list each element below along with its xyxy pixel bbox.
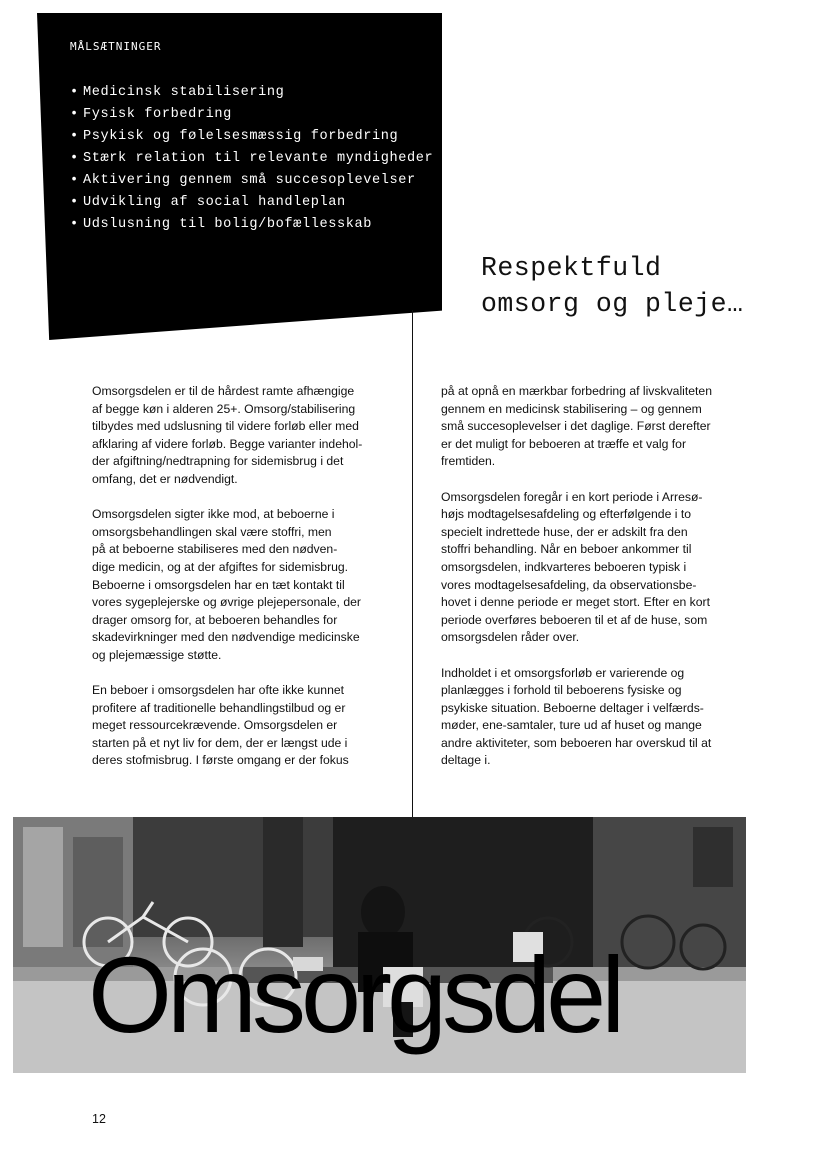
left-text-column [92, 383, 388, 788]
goal-item [70, 170, 433, 192]
text-line: omsorgsdelen råder over. [441, 630, 580, 645]
goal-item-text: Udslusning til bolig/bofællesskab [83, 217, 372, 232]
text-line: fremtiden. [441, 454, 496, 469]
text-line: dige medicin, og at der afgiftes for sidemisbrug. [92, 559, 349, 574]
text-line: psykiske situation. Beboerne deltager i velfærds- [441, 700, 704, 715]
text-line: Indholdet i et omsorgsforløb er varierende og [441, 665, 685, 680]
headline [481, 250, 743, 322]
goal-item [70, 104, 433, 126]
headline-line-2: omsorg og pleje… [481, 289, 744, 319]
goal-item [70, 148, 433, 170]
goal-item-text: Medicinsk stabilisering [83, 85, 285, 100]
text-line: og plejemæssige støtte. [92, 647, 222, 662]
bullet-icon: • [70, 85, 79, 100]
text-line: møder, ene-samtaler, ture ud af huset og mange [441, 718, 702, 733]
text-line: meget ressourcekrævende. Omsorgsdelen er [92, 718, 338, 733]
bullet-icon: • [70, 129, 79, 144]
paragraph [92, 383, 388, 489]
text-line: af begge køn i alderen 25+. Omsorg/stabilisering [92, 401, 356, 416]
paragraph [441, 489, 737, 647]
goal-item [70, 192, 433, 214]
goal-item [70, 214, 433, 236]
text-line: deltage i. [441, 753, 491, 768]
goal-item-text: Fysisk forbedring [83, 107, 232, 122]
text-line: Omsorgsdelen er til de hårdest ramte afhængige [92, 384, 355, 398]
bullet-icon: • [70, 107, 79, 122]
text-line: tilbydes med udslusning til videre forløb eller med [92, 419, 359, 434]
headline-line-1: Respektfuld [481, 253, 662, 283]
text-line: periode overføres beboeren til et af de huse, som [441, 612, 708, 627]
goal-item-text: Aktivering gennem små succesoplevelser [83, 173, 416, 188]
text-line: små succesoplevelser i det daglige. Først derefter [441, 419, 711, 434]
text-line: der afgiftning/nedtrapning for sidemisbrug i det [92, 454, 344, 469]
goal-item-text: Udvikling af social handleplan [83, 195, 346, 210]
text-line: er det muligt for beboeren at træffe et valg for [441, 436, 687, 451]
text-line: Omsorgsdelen foregår i en kort periode i Arresø- [441, 489, 703, 504]
text-line: deres stofmisbrug. I første omgang er der fokus [92, 753, 349, 768]
goal-item-text: Stærk relation til relevante myndigheder [83, 151, 434, 166]
text-line: hovet i denne periode er meget stort. Efter en kort [441, 595, 710, 610]
text-line: En beboer i omsorgsdelen har ofte ikke kunnet [92, 683, 345, 698]
column-divider [412, 310, 413, 818]
text-line: vores sygeplejerske og øvrige plejepersonale, der [92, 595, 361, 610]
section-title: Omsorgsdel [88, 934, 621, 1055]
text-line: på at beboerne stabiliseres med den nødven- [92, 542, 338, 557]
text-line: andre aktiviteter, som beboeren har overskud til at [441, 735, 712, 750]
paragraph [92, 682, 388, 770]
bullet-icon: • [70, 173, 79, 188]
text-line: planlægges i forhold til beboerens fysiske og [441, 683, 682, 698]
text-line: Beboerne i omsorgsdelen har en tæt kontakt til [92, 577, 345, 592]
paragraph [441, 383, 737, 471]
goals-title: MÅLSÆTNINGER [70, 40, 162, 53]
text-line: højs modtagelsesafdeling og efterfølgende i to [441, 507, 691, 522]
text-line: afklaring af videre forløb. Begge varianter indehol- [92, 436, 363, 451]
paragraph [92, 506, 388, 664]
text-line: profitere af traditionelle behandlingstilbud og er [92, 700, 346, 715]
text-line: stoffri behandling. Når en beboer ankommer til [441, 542, 692, 557]
text-line: drager omsorg for, at beboeren behandles for [92, 612, 338, 627]
text-line: gennem en medicinsk stabilisering – og gennem [441, 401, 702, 416]
goal-item-text: Psykisk og følelsesmæssig forbedring [83, 129, 399, 144]
goals-list [70, 82, 433, 236]
right-text-column [441, 383, 737, 788]
bullet-icon: • [70, 217, 79, 232]
page-number: 12 [92, 1112, 106, 1126]
paragraph [441, 665, 737, 771]
text-line: skadevirkninger med den nødvendige medicinske [92, 630, 360, 645]
text-line: omsorgsdelen, indkvarteres beboeren typisk i [441, 559, 687, 574]
bullet-icon: • [70, 151, 79, 166]
text-line: på at opnå en mærkbar forbedring af livskvaliteten [441, 384, 712, 398]
goal-item [70, 126, 433, 148]
goal-item [70, 82, 433, 104]
text-line: omfang, det er nødvendigt. [92, 471, 238, 486]
text-line: starten på et nyt liv for dem, der er længst ude i [92, 735, 348, 750]
text-line: specielt indrettede huse, der er adskilt fra den [441, 524, 688, 539]
bullet-icon: • [70, 195, 79, 210]
text-line: vores modtagelsesafdeling, da observationsbe- [441, 577, 697, 592]
text-line: Omsorgsdelen sigter ikke mod, at beboerne i [92, 507, 335, 522]
text-line: omsorgsbehandlingen skal være stoffri, men [92, 524, 332, 539]
